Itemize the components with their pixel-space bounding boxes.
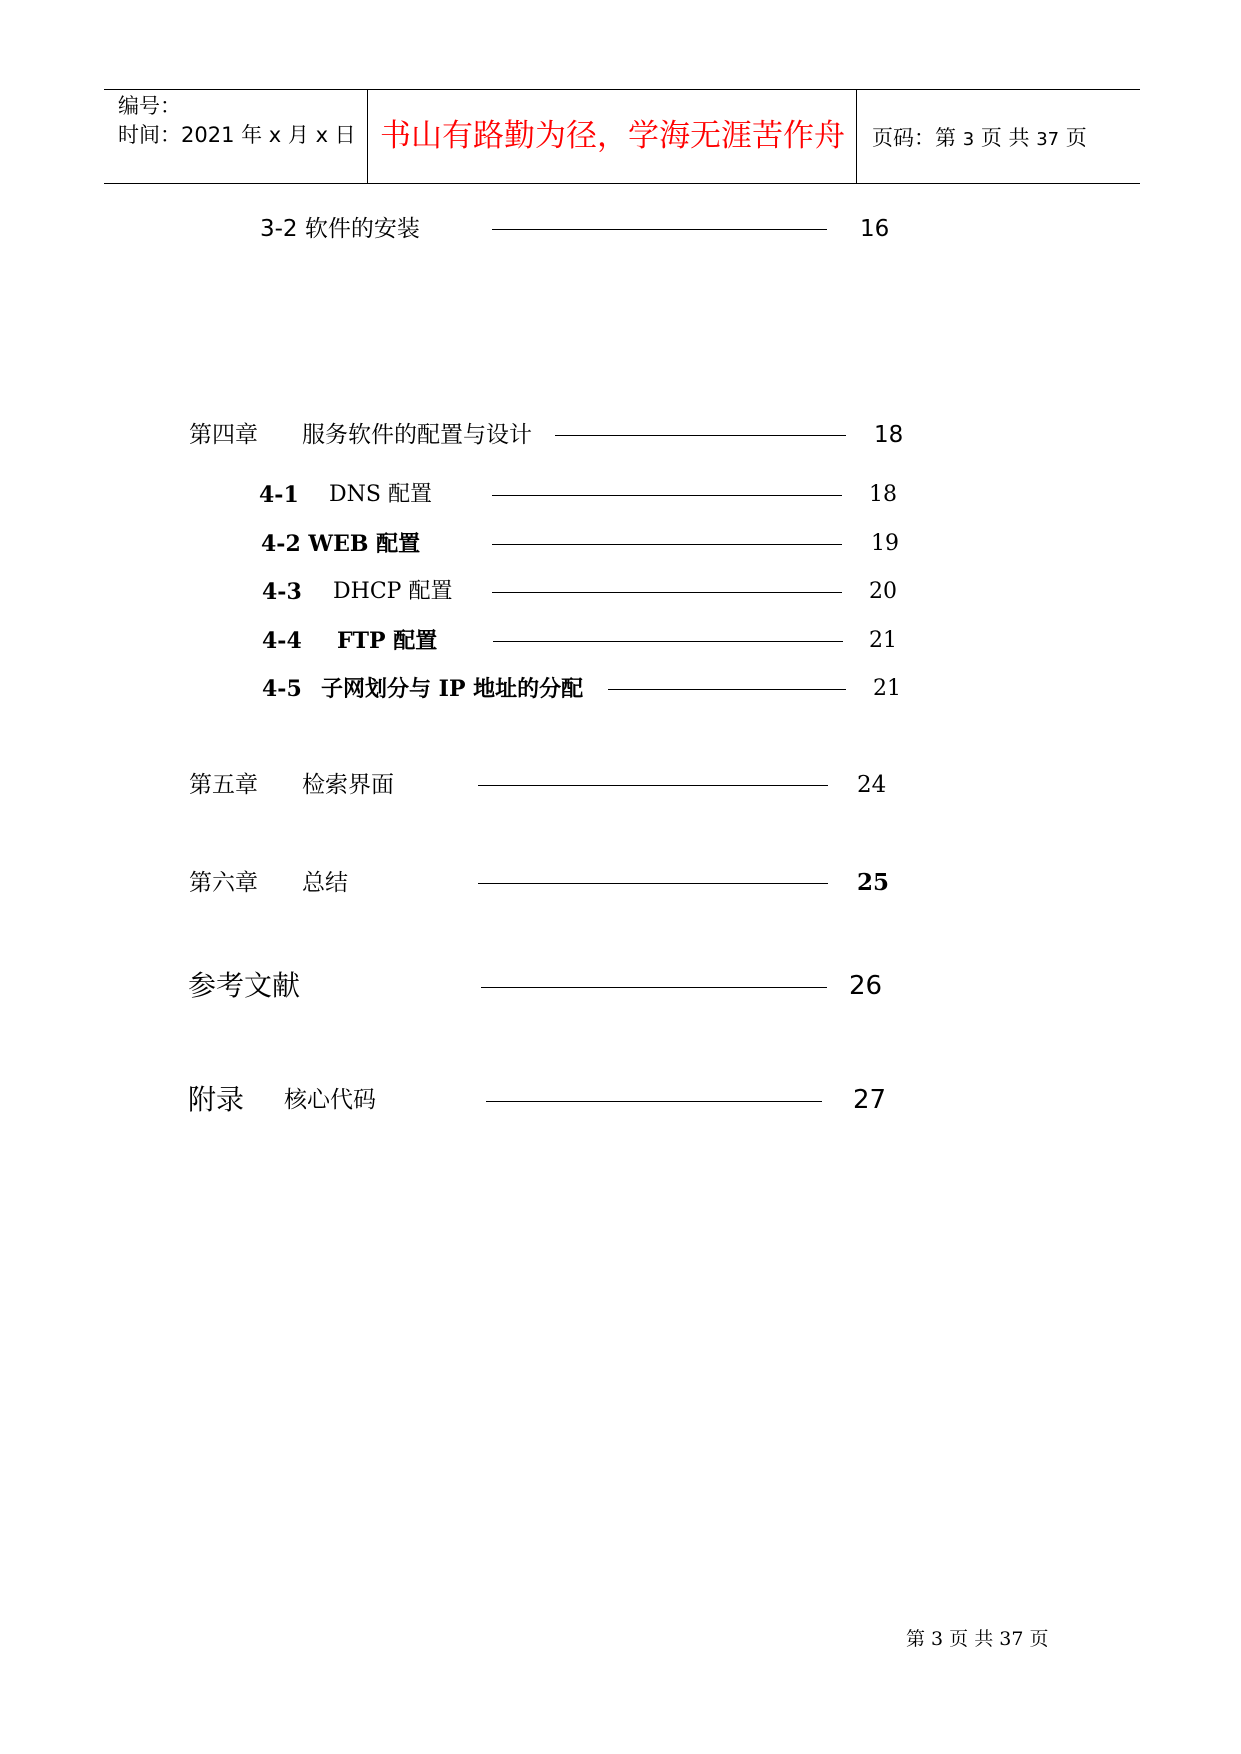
toc-page-number: 21: [869, 628, 897, 653]
toc-title: DHCP 配置: [333, 579, 453, 604]
toc-leader-line: [492, 544, 842, 545]
toc-chapter-label: 第六章: [189, 870, 258, 896]
header-page-indicator: [872, 90, 1087, 183]
toc-leader-line: [493, 641, 843, 642]
toc-page-number: 18: [869, 482, 897, 507]
toc-leader-line: [478, 785, 828, 786]
page-footer: 第 3 页 共 37 页: [906, 1628, 1049, 1650]
page-prefix: 页码：第: [872, 126, 956, 150]
page-header: [104, 89, 1140, 184]
toc-page-number: 26: [849, 971, 883, 1001]
header-motto: 书山有路勤为径，学海无涯苦作舟: [380, 118, 845, 154]
toc-leader-line: [608, 689, 846, 690]
toc-leader-line: [492, 229, 827, 230]
page-current: 3: [962, 129, 975, 150]
page-mid: 页 共: [980, 126, 1030, 150]
toc-title: FTP 配置: [337, 628, 438, 654]
toc-leader-line: [486, 1101, 822, 1102]
toc-title: DNS 配置: [329, 482, 432, 507]
toc-leader-line: [492, 495, 842, 496]
toc-chapter-label: 第四章: [189, 422, 258, 448]
toc-section-label: 3-2 软件的安装: [260, 216, 420, 242]
toc-title: 检索界面: [302, 772, 394, 798]
toc-leader-line: [481, 987, 827, 988]
toc-chapter-label: 第五章: [189, 772, 258, 798]
toc-title: 参考文献: [188, 969, 301, 1002]
toc-page-number: 27: [853, 1085, 887, 1115]
header-meta: [118, 92, 358, 150]
toc-section-label: 4-4: [262, 628, 302, 654]
page-suffix: 页: [1065, 126, 1087, 150]
header-divider: [367, 90, 368, 183]
toc-title: 核心代码: [284, 1087, 376, 1113]
toc-page-number: 18: [874, 422, 904, 448]
toc-chapter-label: 附录: [188, 1083, 245, 1116]
document-time-label: 时间：2021 年 x 月 x 日: [118, 123, 356, 147]
header-divider: [856, 90, 857, 183]
toc-page-number: 20: [869, 579, 897, 604]
toc-page-number: 19: [871, 531, 899, 556]
toc-section-label: 4-2 WEB 配置: [261, 531, 421, 557]
toc-title: 总结: [302, 870, 348, 896]
toc-page-number: 25: [857, 869, 890, 896]
toc-leader-line: [492, 592, 842, 593]
toc-title: 服务软件的配置与设计: [302, 422, 532, 448]
toc-page-number: 21: [873, 676, 901, 701]
toc-section-label: 4-3: [262, 579, 302, 605]
toc-title: 子网划分与 IP 地址的分配: [321, 676, 584, 702]
toc-section-label: 4-5: [262, 676, 302, 702]
page-total: 37: [1036, 129, 1060, 150]
document-number-label: 编号：: [118, 94, 181, 118]
toc-leader-line: [478, 883, 828, 884]
toc-page-number: 16: [860, 216, 890, 242]
toc-page-number: 24: [857, 772, 887, 798]
toc-leader-line: [555, 435, 846, 436]
toc-section-label: 4-1: [259, 482, 299, 508]
